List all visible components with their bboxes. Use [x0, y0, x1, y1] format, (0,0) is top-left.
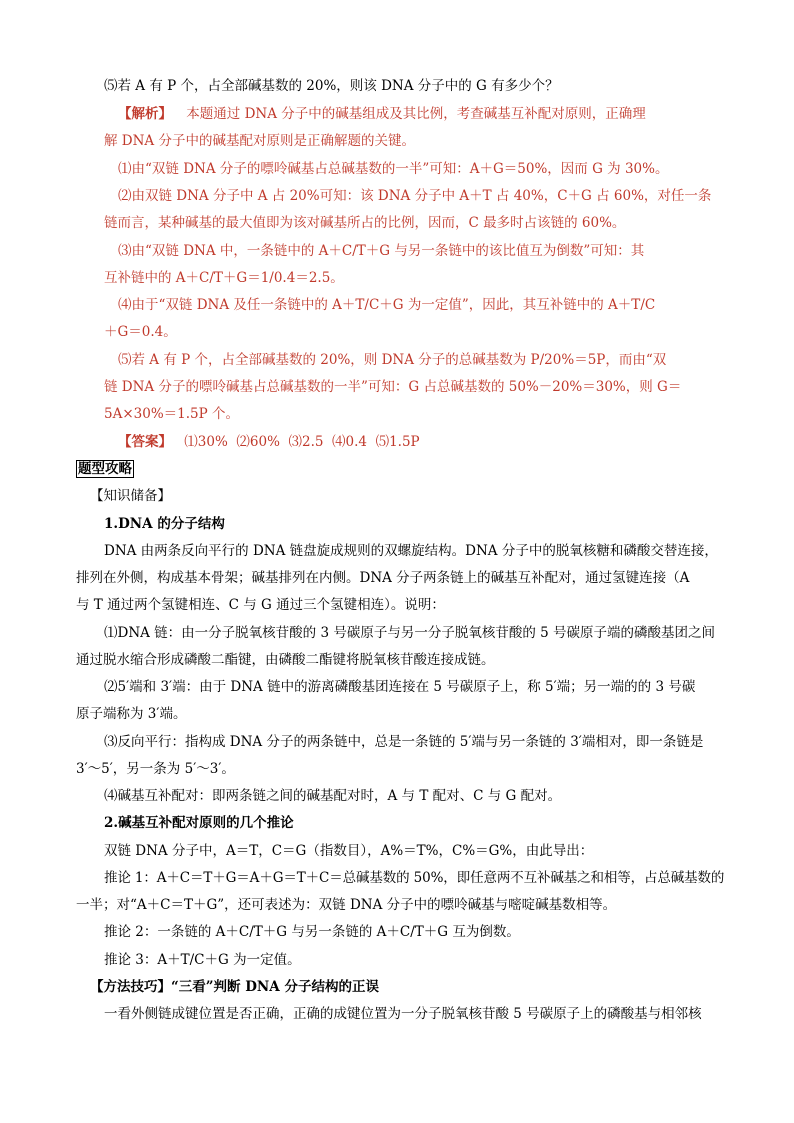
subsection-1-title: 1.DNA 的分子结构 [104, 516, 225, 532]
analysis-point-3-line-2: 互补链中的 A＋C/T＋G＝1/0.4＝2.5。 [104, 270, 344, 286]
s1-paragraph-line-3: 与 T 通过两个氢键相连、C 与 G 通过三个氢键相连）。说明： [76, 597, 445, 613]
answer-tag: 【答案】 [118, 434, 172, 450]
subsection-2-title: 2.碱基互补配对原则的几个推论 [104, 815, 294, 831]
analysis-point-5-line-2: 链 DNA 分子的嘌呤碱基占总碱基数的一半”可知：G 占总碱基数的 50%－20%＝30%，则 G＝ [104, 379, 682, 395]
note-4: ⑷碱基互补配对：即两条链之间的碱基配对时，A 与 T 配对、C 与 G 配对。 [104, 788, 562, 804]
method-paragraph: 一看外侧链成键位置是否正确，正确的成键位置为一分子脱氧核苷酸 5 号碳原子上的磷酸基与相邻核 [104, 1006, 702, 1022]
note-2-line-1: ⑵5′端和 3′端：由于 DNA 链中的游离磷酸基团连接在 5 号碳原子上，称 5′端；另一端的的 3 号碳 [104, 679, 696, 695]
analysis-point-2-line-1: ⑵由双链 DNA 分子中 A 占 20%可知：该 DNA 分子中 A＋T 占 40%，C＋G 占 60%，对任一条 [118, 188, 712, 204]
note-2-line-2: 原子端称为 3′端。 [76, 706, 187, 722]
question-5: ⑸若 A 有 P 个，占全部碱基数的 20%，则该 DNA 分子中的 G 有多少个？ [104, 78, 559, 94]
method-title: 【方法技巧】“三看”判断 DNA 分子结构的正误 [90, 979, 379, 995]
corollary-1-line-1: 推论 1：A＋C＝T＋G＝A＋G＝T＋C＝总碱基数的 50%，即任意两不互补碱基之和相等，占总碱基数的 [104, 870, 725, 886]
s2-paragraph: 双链 DNA 分子中，A＝T，C＝G（指数目），A%＝T%，C%＝G%，由此导出： [104, 843, 594, 859]
analysis-point-3-line-1: ⑶由“双链 DNA 中，一条链中的 A＋C/T＋G 与另一条链中的该比值互为倒数”可知：其 [118, 243, 645, 259]
note-1-line-1: ⑴DNA 链：由一分子脱氧核苷酸的 3 号碳原子与另一分子脱氧核苷酸的 5 号碳原子端的磷酸基团之间 [104, 625, 716, 641]
analysis-tag: 【解析】 [118, 106, 172, 122]
answer-text: ⑴30% ⑵60% ⑶2.5 ⑷0.4 ⑸1.5P [184, 434, 420, 450]
corollary-1-line-2: 一半；对“A＋C＝T＋G”，还可表述为：双链 DNA 分子中的嘌呤碱基与嘧啶碱基数相等。 [76, 897, 617, 913]
section-title [76, 459, 134, 479]
note-3-line-2: 3′～5′，另一条为 5′～3′。 [76, 761, 235, 777]
s1-paragraph-line-2: 排列在外侧，构成基本骨架；碱基排列在内侧。DNA 分子两条链上的碱基互补配对，通过氢键连接（A [76, 570, 690, 586]
answer-line [118, 432, 420, 452]
note-3-line-1: ⑶反向平行：指构成 DNA 分子的两条链中，总是一条链的 5′端与另一条链的 3′端相对，即一条链是 [104, 734, 704, 750]
corollary-2: 推论 2：一条链的 A＋C/T＋G 与另一条链的 A＋C/T＋G 互为倒数。 [104, 924, 520, 940]
analysis-point-5-line-3: 5A×30%＝1.5P 个。 [104, 406, 239, 422]
analysis-point-2-line-2: 链而言，某种碱基的最大值即为该对碱基所占的比例，因而，C 最多时占该链的 60%。 [104, 215, 626, 231]
knowledge-heading: 【知识储备】 [90, 488, 171, 504]
section-title-text: 题型攻略 [78, 461, 132, 477]
corollary-3: 推论 3：A＋T/C＋G 为一定值。 [104, 952, 301, 968]
note-1-line-2: 通过脱水缩合形成磷酸二酯键，由磷酸二酯键将脱氧核苷酸连接成链。 [76, 652, 495, 668]
analysis-intro-line-1 [118, 104, 646, 124]
analysis-point-4-line-1: ⑷由于“双链 DNA 及任一条链中的 A＋T/C＋G 为一定值”，因此，其互补链中的 A＋T/C [118, 297, 656, 313]
analysis-intro-line-2: 解 DNA 分子中的碱基配对原则是正确解题的关键。 [104, 133, 415, 149]
analysis-intro-text: 本题通过 DNA 分子中的碱基组成及其比例，考查碱基互补配对原则，正确理 [186, 106, 646, 122]
analysis-point-1: ⑴由“双链 DNA 分子的嘌呤碱基占总碱基数的一半”可知：A＋G＝50%，因而 G 为 30%。 [118, 161, 669, 177]
analysis-point-5-line-1: ⑸若 A 有 P 个，占全部碱基数的 20%，则 DNA 分子的总碱基数为 P/20%＝5P，而由“双 [118, 352, 667, 368]
analysis-point-4-line-2: ＋G＝0.4。 [104, 324, 177, 340]
s1-paragraph-line-1: DNA 由两条反向平行的 DNA 链盘旋成规则的双螺旋结构。DNA 分子中的脱氧核糖和磷酸交替连接， [104, 543, 718, 559]
